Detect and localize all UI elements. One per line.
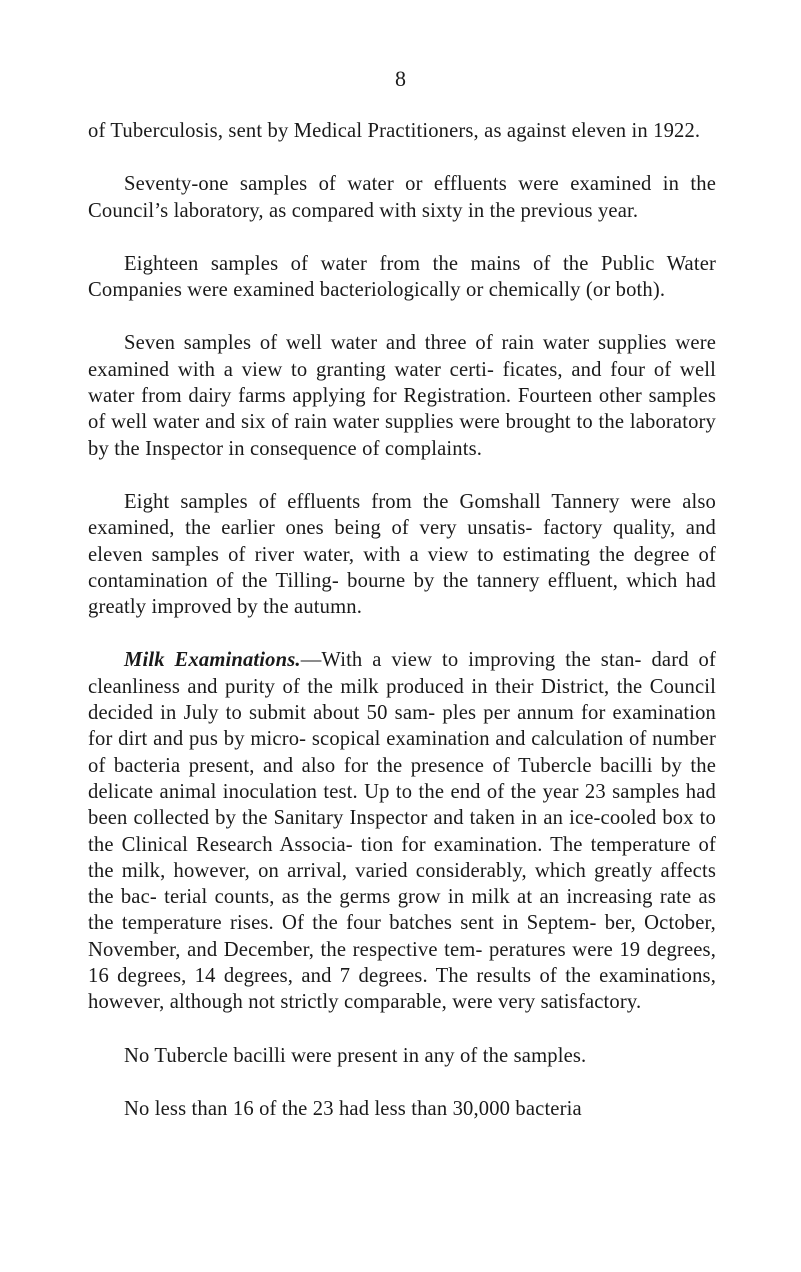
page-number: 8: [395, 66, 406, 91]
paragraph-tuberculosis-continued: of Tuberculosis, sent by Medical Practitioners, as against eleven in 1922.: [88, 120, 701, 142]
body-text: [88, 118, 716, 1149]
section-heading-milk-examinations: Milk Examinations.: [124, 649, 301, 672]
paragraph-mains-samples: Eighteen samples of water from the mains of the Public Water Companies were examined bacteriologically or chemically (or both).: [88, 252, 716, 302]
paragraph-water-samples: Seventy-one samples of water or effluents were examined in the Council’s laboratory, as compared with sixty in the previous year.: [88, 173, 716, 222]
paragraph-well-water: Seven samples of well water and three of rain water supplies were examined with a view to granting water certi- ficates, and four of well water from dairy farms applying for Registration. Fourteen other samples of well water and six of rain water supplies were brought to the laboratory by the Inspector in consequence of complaints.: [88, 332, 716, 460]
paragraph-tannery-effluents: Eight samples of effluents from the Gomshall Tannery were also examined, the earlier ones being of very unsatis- factory quality, and eleven samples of river water, with a view to estimating the degree of contamination of the Tilling- bourne by the tannery effluent, which had greatly improved by the autumn.: [88, 490, 716, 619]
paragraph-tubercle-bacilli: No Tubercle bacilli were present in any of the samples.: [124, 1044, 587, 1067]
paragraph-milk-examinations: [88, 647, 716, 1015]
paragraph-milk-examinations-text: —With a view to improving the stan- dard of cleanliness and purity of the milk produced in their District, the Council decided in July to submit about 50 sam- ples per annum for examination for dirt and pus by micro- scopical examination and calculation of number of bacteria present, and also for the presence of Tubercle bacilli by the delicate animal inoculation test. Up to the end of the year 23 samples had been collected by the Sanitary Inspector and taken in an ice-cooled box to the Clinical Research Associa- tion for examination. The temperature of the milk, however, on arrival, varied considerably, which greatly affects the bac- terial counts, as the germs grow in milk at an increasing rate as the temperature rises. Of the four batches sent in Septem- ber, October, November, and December, the respective tem- peratures were 19 degrees, 16 degrees, 14 degrees, and 7 degrees. The results of the examinations, however, although not strictly comparable, were very satisfactory.: [88, 649, 717, 1014]
paragraph-bacteria-count: No less than 16 of the 23 had less than 30,000 bacteria: [124, 1097, 582, 1120]
